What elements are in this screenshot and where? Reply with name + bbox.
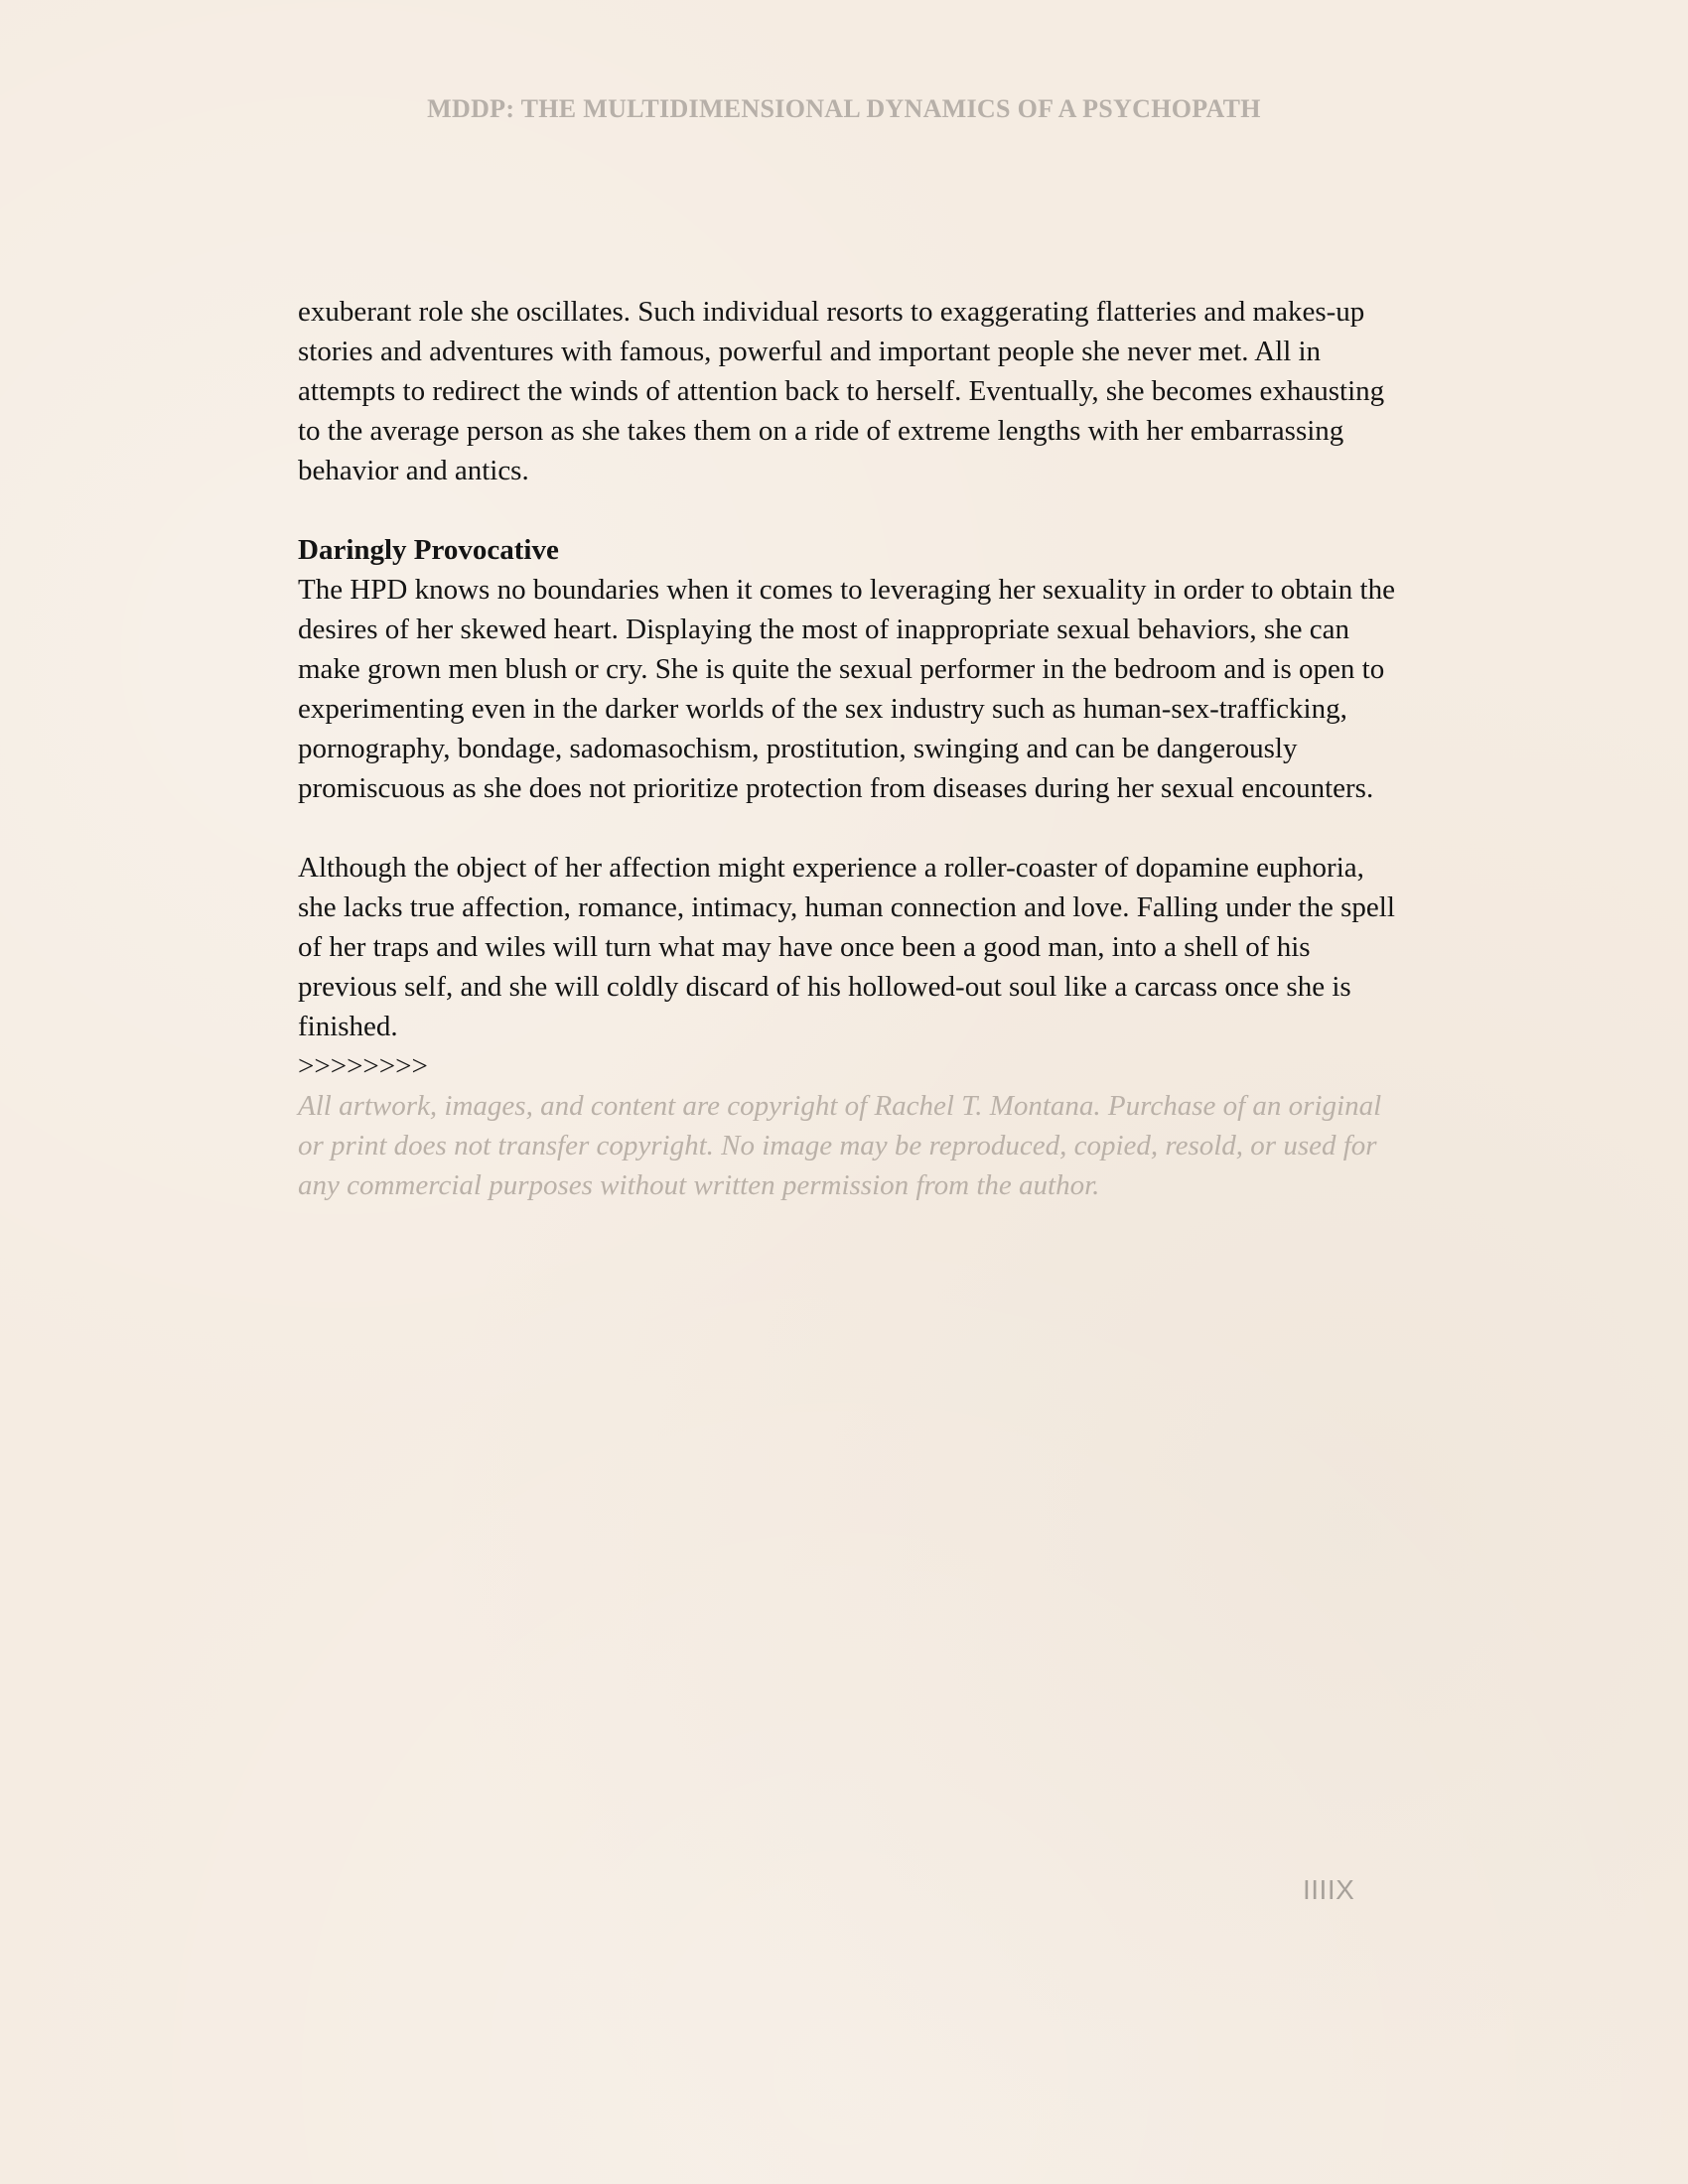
page-content xyxy=(298,292,1400,1205)
continuation-marker: >>>>>>>> xyxy=(298,1050,428,1082)
paragraph-spacer xyxy=(298,490,1400,530)
body-paragraph-3: Although the object of her affection might experience a roller-coaster of dopamine euphoria, she lacks true affection, romance, intimacy, human connection and love. Falling under the spell of her traps and wiles will turn what may have once been a good man, into a shell of his previous self, and she will coldly discard of his hollowed-out soul like a carcass once she is finished. xyxy=(298,852,1395,1042)
page-number: IIIIX xyxy=(1303,1874,1355,1905)
running-header: MDDP: THE MULTIDIMENSIONAL DYNAMICS OF A PSYCHOPATH xyxy=(427,94,1261,123)
copyright-notice: All artwork, images, and content are copyright of Rachel T. Montana. Purchase of an original or print does not transfer copyright. No image may be reproduced, copied, resold, or used for any commercial purposes without written permission from the author. xyxy=(298,1090,1382,1201)
paragraph-spacer xyxy=(298,808,1400,848)
section-heading: Daringly Provocative xyxy=(298,534,559,566)
body-paragraph-2: The HPD knows no boundaries when it comes to leveraging her sexuality in order to obtain the desires of her skewed heart. Displaying the most of inappropriate sexual behaviors, she can make grown men blush or cry. She is quite the sexual performer in the bedroom and is open to experimenting even in the darker worlds of the sex industry such as human-sex-trafficking, pornography, bondage, sadomasochism, prostitution, swinging and can be dangerously promiscuous as she does not prioritize protection from diseases during her sexual encounters. xyxy=(298,574,1395,804)
body-paragraph-1: exuberant role she oscillates. Such individual resorts to exaggerating flatteries and makes-up stories and adventures with famous, powerful and important people she never met. All in attempts to redirect the winds of attention back to herself. Eventually, she becomes exhausting to the average person as she takes them on a ride of extreme lengths with her embarrassing behavior and antics. xyxy=(298,296,1385,486)
